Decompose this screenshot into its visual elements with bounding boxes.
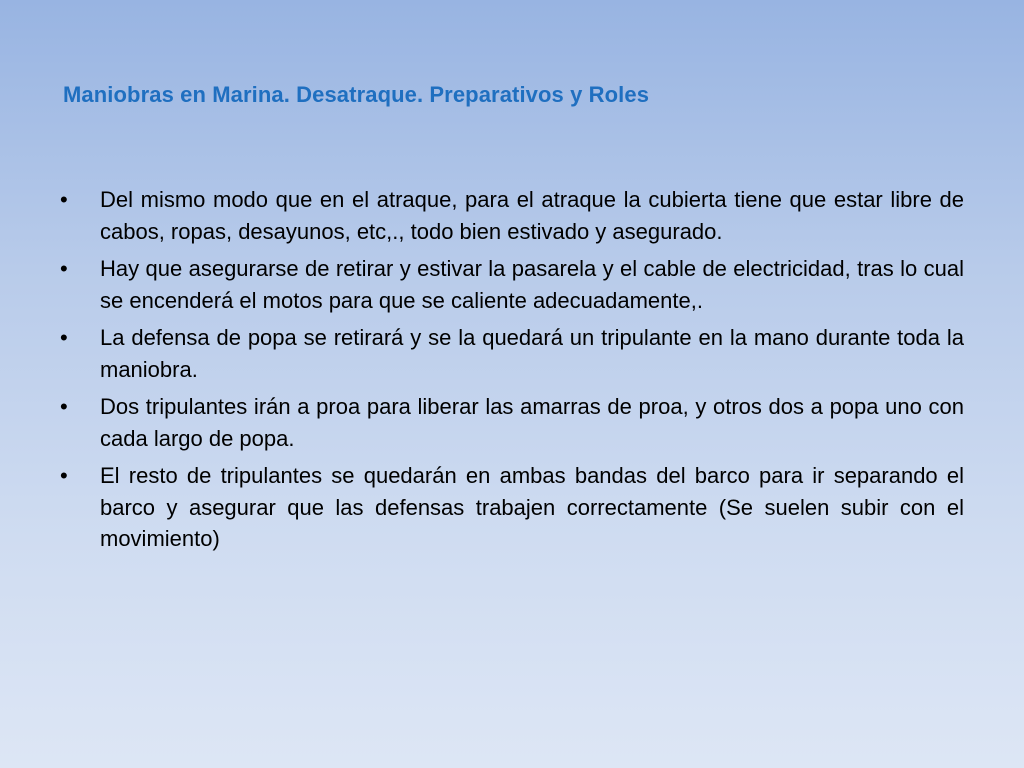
bullet-mark: • [60, 463, 68, 488]
bullet-mark: • [60, 394, 68, 419]
bullet-text: Hay que asegurarse de retirar y estivar la pasarela y el cable de electricidad, tras lo cual se encenderá el motos para que se caliente adecuadamente,. [100, 256, 964, 313]
list-item [58, 253, 964, 316]
list-item [58, 460, 964, 555]
bullet-mark: • [60, 256, 68, 281]
bullet-text: Del mismo modo que en el atraque, para el atraque la cubierta tiene que estar libre de cabos, ropas, desayunos, etc,., todo bien estivado y asegurado. [100, 187, 964, 244]
bullet-text: Dos tripulantes irán a proa para liberar las amarras de proa, y otros dos a popa uno con cada largo de popa. [100, 394, 964, 451]
slide-title: Maniobras en Marina. Desatraque. Preparativos y Roles [63, 82, 650, 107]
bullet-text: El resto de tripulantes se quedarán en ambas bandas del barco para ir separando el barco y asegurar que las defensas trabajen correctamente (Se suelen subir con el movimiento) [100, 463, 964, 551]
list-item [58, 322, 964, 385]
bullet-mark: • [60, 187, 68, 212]
list-item [58, 184, 964, 247]
list-item [58, 391, 964, 454]
bullet-list [58, 184, 964, 561]
bullet-text: La defensa de popa se retirará y se la quedará un tripulante en la mano durante toda la maniobra. [100, 325, 964, 382]
bullet-mark: • [60, 325, 68, 350]
